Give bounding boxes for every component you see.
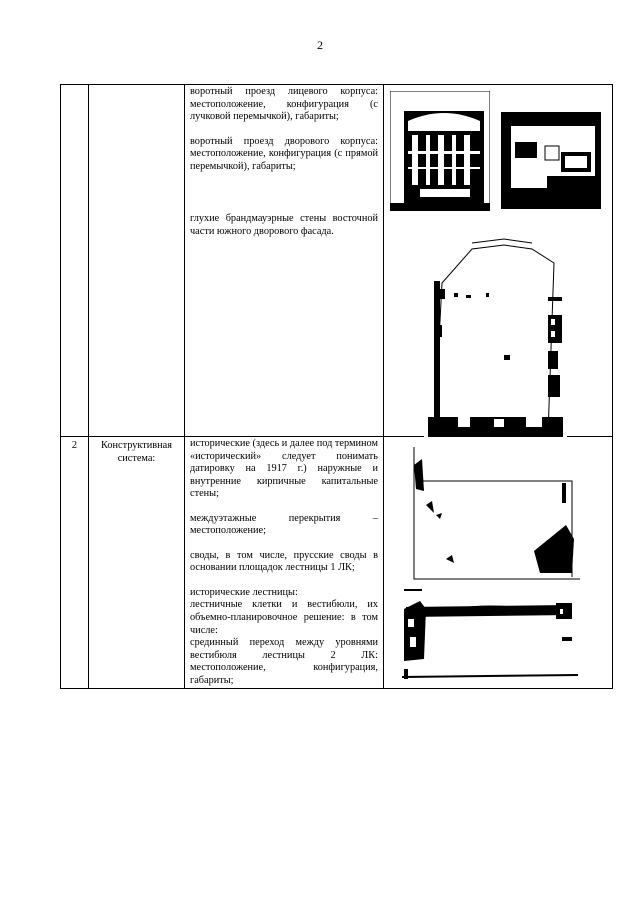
description-cell — [185, 85, 384, 437]
table-row — [61, 85, 613, 437]
row-number-cell: 2 — [61, 437, 89, 689]
facade-gate-arch-photo — [390, 91, 490, 211]
firewall-wall-photo — [424, 235, 567, 440]
description-item: своды, в том числе, прусские своды в основании площадок лестницы 1 ЛК; — [190, 549, 378, 574]
courtyard-gate-photo — [501, 112, 601, 209]
description-item: воротный проезд дворового корпуса: местоположение, конфигурация (с прямой перемычкой), габариты; — [190, 135, 378, 172]
protected-elements-table — [60, 84, 613, 689]
row-name-cell: Конструктивная система: — [89, 437, 185, 689]
description-item: исторические (здесь и далее под термином «исторический» следует понимать датировку на 1917 г.) наружные и внутренние кирпичные капитальные стены; — [190, 438, 378, 500]
vaulted-ceiling-photo — [400, 589, 580, 683]
brick-wall-photo — [412, 443, 582, 583]
description-cell — [185, 437, 384, 689]
photo-cell — [384, 437, 613, 689]
row-name-cell — [89, 85, 185, 437]
table-row — [61, 437, 613, 689]
description-item: глухие брандмауэрные стены восточной части южного дворового фасада. — [190, 213, 378, 237]
description-item: междуэтажные перекрытия – местоположение; — [190, 512, 378, 537]
photo-cell — [384, 85, 613, 437]
page-number: 2 — [317, 38, 323, 52]
description-item: лестничные клетки и вестибюли, их объемно-планировочное решение: в том числе: — [190, 599, 378, 636]
row-number-cell — [61, 85, 89, 437]
description-item: срединный переход между уровнями вестибюля лестницы 2 ЛК: местоположение, конфигурация, габариты; — [190, 637, 378, 686]
description-item: воротный проезд лицевого корпуса: местоположение, конфигурация (с лучковой перемычкой), габариты; — [190, 86, 378, 123]
description-item: исторические лестницы: — [190, 586, 298, 598]
